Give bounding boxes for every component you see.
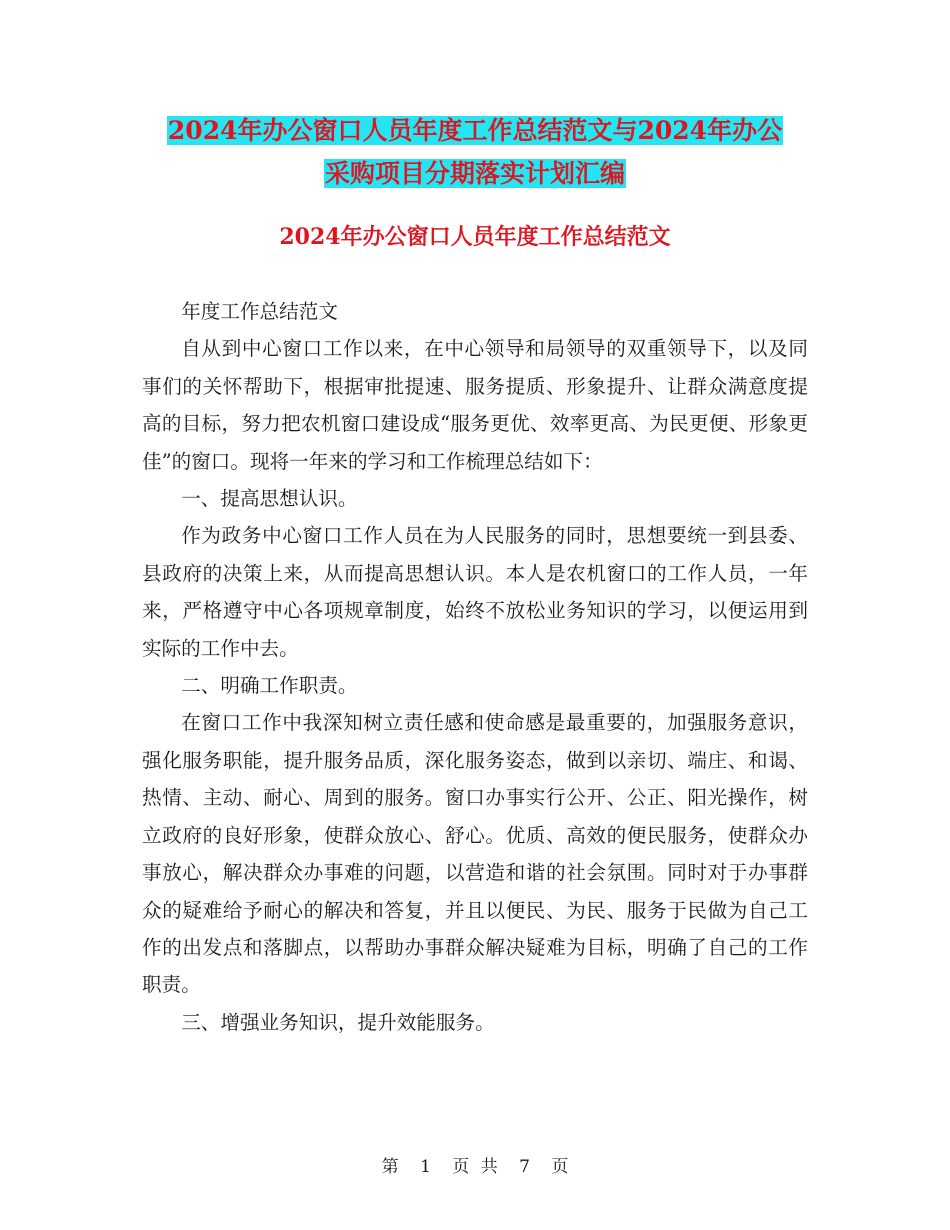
document-title-line-2 [0, 155, 950, 193]
footer-middle: 页 共 [452, 1157, 498, 1177]
footer-total-pages: 7 [519, 1157, 530, 1177]
document-title-line-1 [0, 112, 950, 150]
paragraph: 二、明确工作职责。 [181, 674, 358, 698]
page-footer [0, 1152, 950, 1177]
footer-suffix: 页 [551, 1157, 569, 1177]
footer-page-number: 1 [420, 1157, 431, 1177]
document-title-text-2: 采购项目分期落实计划汇编 [324, 159, 625, 188]
section-heading: 2024年办公窗口人员年度工作总结范文 [279, 224, 671, 250]
paragraph: 自从到中心窗口工作以来，在中心领导和局领导的双重领导下，以及同事们的关怀帮助下，根据审批提速、服务提质、形象提升、让群众满意度提高的目标，努力把农机窗口建设成“服务更优、效率更高、为民更便、形象更佳”的窗口。现将一年来的学习和工作梳理总结如下： [142, 337, 808, 473]
paragraph: 一、提高思想认识。 [181, 487, 358, 511]
paragraph: 在窗口工作中我深知树立责任感和使命感是最重要的，加强服务意识，强化服务职能，提升服务品质，深化服务姿态，做到以亲切、端庄、和谒、热情、主动、耐心、周到的服务。窗口办事实行公开、公正、阳光操作，树立政府的良好形象，使群众放心、舒心。优质、高效的便民服务，使群众办事放心，解决群众办事难的问题，以营造和谐的社会氛围。同时对于办事群众的疑难给予耐心的解决和答复，并且以便民、为民、服务于民做为自己工作的出发点和落脚点，以帮助办事群众解决疑难为目标，明确了自己的工作职责。 [142, 711, 808, 997]
footer-prefix: 第 [381, 1157, 399, 1177]
document-body [142, 293, 808, 1041]
paragraph: 三、增强业务知识，提升效能服务。 [181, 1010, 495, 1034]
document-title-text-1: 2024年办公窗口人员年度工作总结范文与2024年办公 [167, 116, 783, 145]
paragraph: 年度工作总结范文 [181, 300, 338, 323]
paragraph: 作为政务中心窗口工作人员在为人民服务的同时，思想要统一到县委、县政府的决策上来，从而提高思想认识。本人是农机窗口的工作人员，一年来，严格遵守中心各项规章制度，始终不放松业务知识的学习，以便运用到实际的工作中去。 [142, 524, 808, 660]
